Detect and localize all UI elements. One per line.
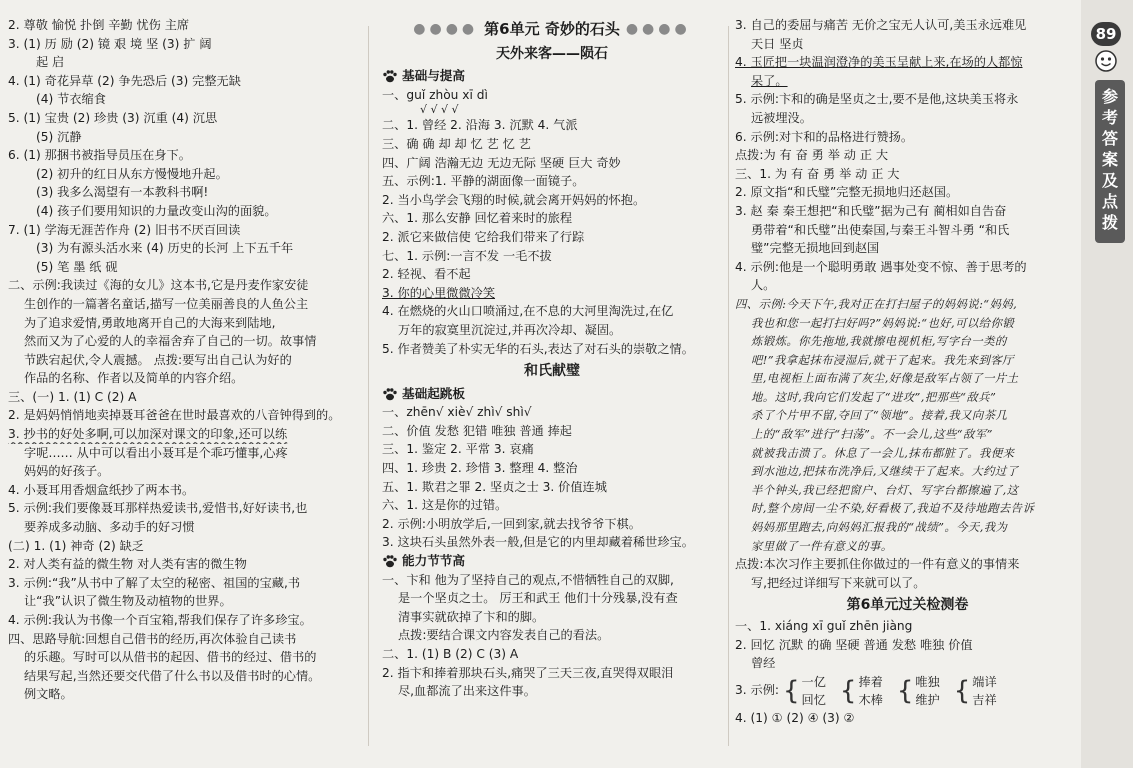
text-line: 生创作的一篇著名童话,描写一位美丽善良的人鱼公主 [24, 296, 309, 311]
text-line: 2. 对人类有益的微生物 对人类有害的微生物 [8, 557, 247, 572]
unit-title [382, 20, 722, 39]
unit-title-text: 第6单元 奇妙的石头 [484, 20, 620, 38]
section-heading [382, 552, 722, 571]
text-line: 5. 示例:卞和的确是坚贞之士,要不是他,这块美玉将永 [735, 92, 1019, 107]
paw-icon [382, 387, 398, 401]
decorative-dots: ●●●● [625, 21, 691, 37]
text-line: 要养成多动脑、多动手的好习惯 [24, 520, 195, 535]
text-line: (3) 为有源头活水来 (4) 历史的长河 上下五千年 [36, 241, 294, 256]
text-line: 2. 原文指“和氏璧”完整无损地归还赵国。 [735, 185, 959, 200]
text-line: 2. 示例:小明放学后,一回到家,就去找爷爷下棋。 [382, 516, 641, 531]
text-line: 4. 示例:我认为书像一个百宝箱,帮我们保存了许多珍宝。 [8, 613, 312, 627]
text-line: 作品的名称、作者以及简单的内容介绍。 [24, 371, 244, 386]
text-line: 5. 示例:我们要像聂耳那样热爱读书,爱惜书,好好读书,也 [8, 501, 308, 516]
column-divider [728, 26, 729, 746]
text-line: 7. (1) 学海无涯苦作舟 (2) 旧书不厌百回读 [8, 222, 241, 237]
text-line: 例文略。 [24, 687, 73, 702]
text-line: 起 启 [36, 55, 65, 70]
word: 回忆 [801, 692, 826, 707]
column-middle [382, 16, 722, 701]
text-line: 3. (1) 历 励 (2) 镜 艰 境 坚 (3) 扩 阔 [8, 36, 212, 51]
text-line: 为了追求爱情,勇敢地离开自己的大海来到陆地, [24, 315, 276, 330]
tab-char: 参 [1101, 87, 1118, 106]
tab-char: 考 [1101, 108, 1118, 127]
paw-icon [382, 554, 398, 568]
text-line: 2. 派它来做信使 它给我们带来了行踪 [382, 229, 585, 244]
text-line: 五、示例:1. 平静的湖面像一面镜子。 [382, 174, 585, 189]
text-line: 结果写起,当然还要交代借了什么书以及借书时的心情。 [24, 668, 321, 683]
text-line: 三、1. 鉴定 2. 平常 3. 哀痛 [382, 442, 534, 457]
text-line: 尽,血都流了出来这件事。 [398, 684, 536, 699]
text-line: 妈妈的好孩子。 [24, 464, 110, 479]
essay-line: 地。这时,我向它们发起了“进攻”,把那些“敌兵” [751, 389, 997, 404]
text-line: 二、1. 曾经 2. 沿海 3. 沉默 4. 气派 [382, 118, 578, 133]
section-heading-text: 基础与提高 [402, 68, 465, 84]
tab-char: 点 [1101, 192, 1118, 211]
q3-row [735, 673, 1080, 709]
text-line: 写,把经过详细写下来就可以了。 [751, 575, 926, 590]
essay-line: 半个钟头,我已经把窗户、台灯、写字台都擦遍了,这 [751, 482, 1019, 497]
text-line: (5) 沉静 [36, 129, 82, 144]
text-line: 人。 [751, 278, 776, 293]
page-number: 89 [1091, 22, 1121, 46]
tab-char: 及 [1101, 171, 1118, 190]
text-line: 天日 坚贞 [751, 36, 804, 51]
essay-line: 我也和您一起打扫好吗?”妈妈说:“也好,可以给你锻 [751, 315, 1015, 330]
tab-char: 拨 [1101, 213, 1118, 232]
mascot-face-icon [1095, 50, 1117, 72]
text-line: 二、示例:我读过《海的女儿》这本书,它是丹麦作家安徒 [8, 278, 309, 293]
text-line: 6. (1) 那捆书被指导员压在身下。 [8, 148, 191, 163]
text-line: 三、1. 为 有 奋 勇 举 动 正 大 [735, 166, 900, 181]
tab-char: 答 [1101, 129, 1118, 148]
text-line: 6. 示例:对卞和的品格进行赞扬。 [735, 129, 914, 144]
decorative-dots: ●●●● [413, 21, 479, 37]
word: 一亿 [801, 674, 826, 689]
column-right [735, 16, 1080, 727]
word: 端详 [972, 674, 997, 689]
section-heading-text: 能力节节高 [402, 553, 465, 569]
word: 维护 [915, 692, 940, 707]
text-line: (4) 节衣缩食 [36, 92, 106, 107]
word: 吉祥 [972, 692, 997, 707]
text-line: 清事实就砍掉了卞和的脚。 [398, 609, 545, 624]
text-line: 万年的寂寞里沉淀过,并再次冷却、凝固。 [398, 322, 622, 337]
paw-icon [382, 69, 398, 83]
text-line: 二、价值 发愁 犯错 唯独 普通 捧起 [382, 423, 572, 438]
text-line: 点拨:为 有 奋 勇 举 动 正 大 [735, 148, 889, 163]
text-line: 3. 抄书的好处多啊,可以加深对课文的印象,还可以练 [8, 427, 288, 442]
text-line: 六、1. 那么安静 回忆着来时的旅程 [382, 211, 573, 226]
brace: { [953, 675, 971, 706]
text-line: 三、(一) 1. (1) C (2) A [8, 389, 137, 404]
side-tab-label [1095, 80, 1125, 243]
text-line: 四、思路导航:回想自己借书的经历,再次体验自己读书 [8, 631, 297, 646]
essay-line: 妈妈那里跑去,向妈妈汇报我的“战绩”。今天,我为 [751, 520, 1008, 535]
text-line: 的乐趣。写时可以从借书的起因、借书的经过、借书的 [24, 650, 317, 665]
text-line: 3. 你的心里微微冷笑 [382, 285, 496, 300]
section-heading [382, 385, 722, 404]
word-pair [972, 673, 996, 709]
text-line: (5) 笔 墨 纸 砚 [36, 259, 118, 274]
essay-line: 吧!”我拿起抹布浸湿后,就干了起来。我先来到客厅 [751, 352, 1014, 367]
word: 捧着 [858, 674, 883, 689]
text-line: 字呢…… 从中可以看出小聂耳是个乖巧懂事,心疼 [24, 445, 288, 460]
text-line: 六、1. 这是你的过错。 [382, 498, 508, 513]
column-left [8, 16, 360, 704]
text-line: 远被埋没。 [751, 110, 812, 125]
text-line: 呆了。 [751, 73, 788, 88]
text-line: 七、1. 示例:一言不发 一毛不拔 [382, 248, 552, 263]
check-marks: √ √ √ √ [420, 104, 459, 117]
section-heading [382, 67, 722, 86]
text-line: 五、1. 欺君之罪 2. 坚贞之士 3. 价值连城 [382, 479, 607, 494]
text-line: 一、1. xiáng xī guǐ zhēn jiàng [735, 619, 913, 633]
word-pair [915, 673, 939, 709]
word: 木棒 [858, 692, 883, 707]
text-line: 3. 这块石头虽然外表一般,但是它的内里却藏着稀世珍宝。 [382, 535, 694, 550]
text-line: 2. 尊敬 愉悦 扑倒 辛勤 忧伤 主席 [8, 18, 190, 32]
lesson-title: 天外来客——陨石 [496, 45, 608, 62]
text-line: 二、1. (1) B (2) C (3) A [382, 647, 519, 661]
text-line: 一、guǐ zhòu xī dì [382, 87, 488, 102]
text-line: 2. 当小鸟学会飞翔的时候,就会离开妈妈的怀抱。 [382, 192, 646, 207]
text-line: 一、zhēn√ xiè√ zhì√ shì√ [382, 405, 532, 420]
text-line: 5. 作者赞美了朴实无华的石头,表达了对石头的崇敬之情。 [382, 341, 694, 356]
text-line: 点拨:本次习作主要抓住你做过的一件有意义的事情来 [735, 557, 1020, 572]
text-line: 5. (1) 宝贵 (2) 珍贵 (3) 沉重 (4) 沉思 [8, 110, 218, 125]
tab-char: 案 [1101, 150, 1118, 169]
text-line: 四、广阔 浩瀚无边 无边无际 坚硬 巨大 奇妙 [382, 155, 621, 170]
word: 唯独 [915, 674, 940, 689]
text-line: 3. 自己的委屈与痛苦 无价之宝无人认可,美玉永远难见 [735, 18, 1027, 32]
text-line: 点拨:要结合课文内容发表自己的看法。 [398, 628, 610, 643]
text-line: 四、1. 珍贵 2. 珍惜 3. 整理 4. 整治 [382, 461, 578, 476]
text-line: 勇带着“和氏璧”出使秦国,与秦王斗智斗勇 “和氏 [751, 222, 1010, 237]
essay-line: 时,整个房间一尘不染,好看极了,我迫不及待地跑去告诉 [751, 501, 1035, 516]
text-line: 3. 赵 秦 秦王想把“和氏璧”据为己有 蔺相如自告奋 [735, 203, 1007, 218]
essay-line: 炼锻炼。你先拖地,我就擦电视机柜,写字台一类的 [751, 334, 1007, 349]
essay-line: 上的“敌军”进行“扫荡”。不一会儿,这些“敌军” [751, 427, 993, 442]
text-line: 让“我”认识了微生物及动植物的世界。 [24, 594, 232, 609]
q3-label: 3. 示例: [735, 683, 779, 698]
text-line: 然而又为了心爱的人的幸福舍弃了自己的一切。故事情 [24, 334, 317, 349]
section-heading-text: 基础起跳板 [402, 385, 465, 401]
word-pair [802, 673, 826, 709]
essay-line: 四、示例:今天下午,我对正在打扫屋子的妈妈说:“妈妈, [735, 296, 1018, 311]
text-line: (4) 孩子们要用知识的力量改变山沟的面貌。 [36, 203, 277, 218]
text-line: 2. 指卞和捧着那块石头,痛哭了三天三夜,直哭得双眼泪 [382, 665, 674, 680]
text-line: (3) 我多么渴望有一本教科书啊! [36, 185, 209, 200]
text-line: (2) 初升的红日从东方慢慢地升起。 [36, 166, 228, 181]
text-line: 2. 是妈妈悄悄地卖掉聂耳爸爸在世时最喜欢的八音钟得到的。 [8, 408, 341, 423]
test-title: 第6单元过关检测卷 [846, 597, 969, 614]
text-line: (二) 1. (1) 神奇 (2) 缺乏 [8, 538, 144, 553]
text-line: 4. (1) ① (2) ④ (3) ② [735, 710, 855, 725]
brace: { [782, 675, 800, 706]
text-line: 三、确 确 却 却 忆 艺 忆 艺 [382, 136, 531, 151]
brace: { [839, 675, 857, 706]
text-line: 3. 示例:“我”从书中了解了太空的秘密、祖国的宝藏,书 [8, 575, 301, 590]
text-line: 4. (1) 奇花异草 (2) 争先恐后 (3) 完整无缺 [8, 73, 241, 88]
text-line: 2. 回忆 沉默 的确 坚硬 普通 发愁 唯独 价值 [735, 637, 973, 652]
text-line: 4. 小聂耳用香烟盒纸抄了两本书。 [8, 482, 195, 497]
essay-line: 杀了个片甲不留,夺回了“领地”。接着,我又向茶几 [751, 408, 1008, 423]
lesson-title: 和氏献璧 [524, 363, 580, 380]
brace: { [896, 675, 914, 706]
column-divider [368, 26, 369, 746]
text-line: 4. 在燃烧的火山口喷涌过,在不息的大河里淘洗过,在亿 [382, 304, 674, 319]
text-line: 4. 玉匠把一块温润澄净的美玉呈献上来,在场的人都惊 [735, 55, 1023, 70]
text-line: 4. 示例:他是一个聪明勇敢 遇事处变不惊、善于思考的 [735, 259, 1027, 274]
text-line: 2. 轻视、看不起 [382, 267, 471, 282]
essay-line: 家里做了一件有意义的事。 [751, 538, 893, 553]
word-pair [858, 673, 882, 709]
text-line: 节跌宕起伏,令人震撼。 点拨:要写出自己认为好的 [24, 352, 292, 367]
text-line: 曾经 [751, 656, 776, 671]
text-line: 璧”完整无损地回到赵国 [751, 241, 880, 256]
essay-line: 里,电视柜上面布满了灰尘,好像是敌军占领了一片土 [751, 371, 1019, 386]
text-line: 是一个坚贞之士。 厉王和武王 他们十分残暴,没有查 [398, 591, 678, 606]
text-line: 一、卞和 他为了坚持自己的观点,不惜牺牲自己的双脚, [382, 572, 674, 587]
essay-line: 就被我击溃了。休息了一会儿,抹布都脏了。我便来 [751, 445, 1015, 460]
essay-line: 到水池边,把抹布洗净后,又继续干了起来。大约过了 [751, 464, 1019, 479]
